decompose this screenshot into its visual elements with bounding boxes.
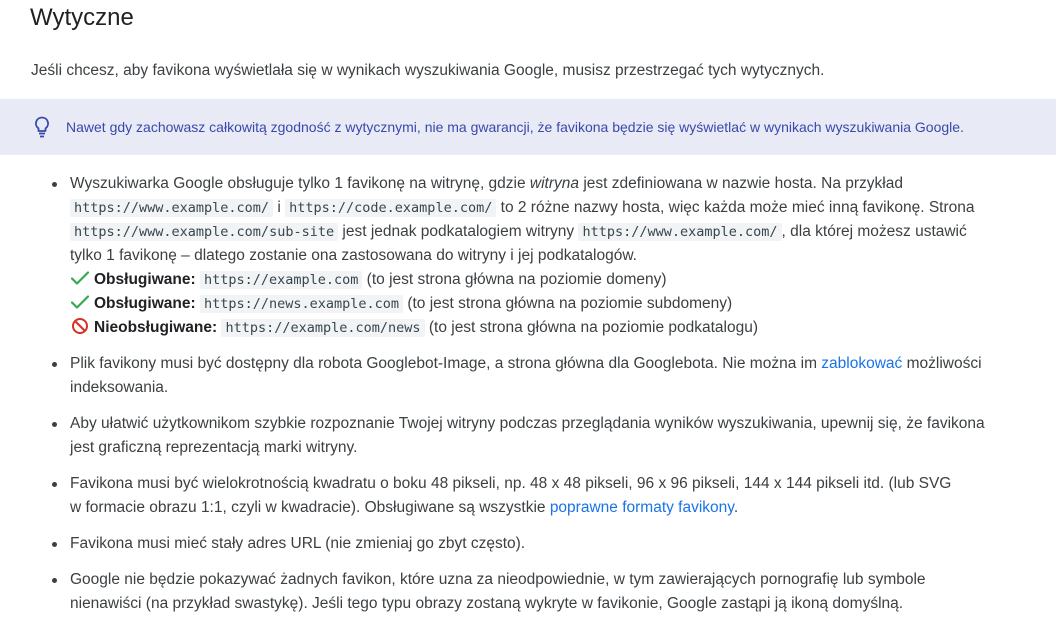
item-line: indeksowania. [70,379,169,396]
page-title: Wytyczne [30,4,134,31]
item-line [70,172,1040,196]
text-span: to 2 różne nazwy hosta, więc każda może mieć inną favikonę. Strona [496,199,975,216]
prohibited-icon [70,318,90,334]
example-supported-domain [70,268,1040,292]
text-span: w formacie obrazu 1:1, czyli w kwadracie). Obsługiwane są wszystkie [70,499,550,516]
code-url: https://example.com/news [221,319,424,337]
list-item-size [0,472,1040,520]
item-line [70,496,1040,520]
text-span: jest jednak podkatalogiem witryny [338,223,579,240]
list-item-brand [0,412,1040,460]
text-span: i [273,199,286,216]
example-label: Obsługiwane: [94,271,196,288]
list-item-hostname [0,172,1040,340]
item-line [70,196,1040,220]
code-url: https://example.com [200,271,362,289]
code-url: https://code.example.com/ [285,199,496,217]
item-line: Aby ułatwić użytkownikom szybkie rozpoznanie Twojej witryny podczas przeglądania wyników wyszukiwania, upewnij się, że favikona [70,415,985,432]
code-url: https://www.example.com/ [70,199,273,217]
text-span: . [733,499,739,516]
item-line: Google nie będzie pokazywać żadnych favikon, które uzna za nieodpowiednie, w tym zawierających pornografię lub symbole [70,571,926,588]
text-span: , dla której możesz ustawić [781,223,967,240]
list-item-stable-url [0,532,1040,556]
item-line: Favikona musi mieć stały adres URL (nie zmieniaj go zbyt często). [70,535,526,552]
text-span: możliwości [902,355,982,372]
lightbulb-icon [33,115,51,139]
example-label: Nieobsługiwane: [94,319,218,336]
code-url: https://www.example.com/ [578,223,781,241]
list-item-crawl-access [0,352,1040,400]
item-line [70,352,1040,376]
item-line: Favikona musi być wielokrotnością kwadratu o boku 48 pikseli, np. 48 x 48 pikseli, 96 x 96 pikseli, 144 x 144 pikseli itd. (lub SVG [70,475,952,492]
example-unsupported-subdirectory [70,316,1040,340]
block-link[interactable]: zablokować [821,355,903,372]
checkmark-icon [70,294,90,310]
item-line: nienawiści (na przykład swastykę). Jeśli tego typu obrazy zostaną wykryte w favikonie, Google zastąpi ją ikoną domyślną. [70,595,904,612]
text-span: jest zdefiniowana w nazwie hosta. Na przykład [579,175,903,192]
note-box [0,99,1056,155]
code-url: https://news.example.com [200,295,403,313]
guidelines-list [0,172,1040,628]
item-line: tylko 1 favikonę – dlatego zostanie ona zastosowana do witryny i jej podkatalogów. [70,247,637,264]
list-item-inappropriate [0,568,1040,616]
emphasis-text: witryna [529,175,580,192]
note-text: Nawet gdy zachowasz całkowitą zgodność z wytycznymi, nie ma gwarancji, że favikona będzie się wyświetlać w wynikach wyszukiwania Google. [66,119,964,135]
example-description: (to jest strona główna na poziomie subdomeny) [403,295,733,312]
formats-link[interactable]: poprawne formaty favikony [549,499,734,516]
text-span: Wyszukiwarka Google obsługuje tylko 1 favikonę na witrynę, gdzie [70,175,530,192]
intro-text: Jeśli chcesz, aby favikona wyświetlała się w wynikach wyszukiwania Google, musisz przestrzegać tych wytycznych. [31,62,825,79]
item-line: jest graficzną reprezentacją marki witryny. [70,439,358,456]
example-description: (to jest strona główna na poziomie podkatalogu) [424,319,758,336]
checkmark-icon [70,270,90,286]
text-span: Plik favikony musi być dostępny dla robota Googlebot-Image, a strona główna dla Googlebota. Nie można im [70,355,822,372]
code-url: https://www.example.com/sub-site [70,223,338,241]
example-description: (to jest strona główna na poziomie domeny) [362,271,667,288]
item-line [70,220,1040,244]
example-supported-subdomain [70,292,1040,316]
example-label: Obsługiwane: [94,295,196,312]
